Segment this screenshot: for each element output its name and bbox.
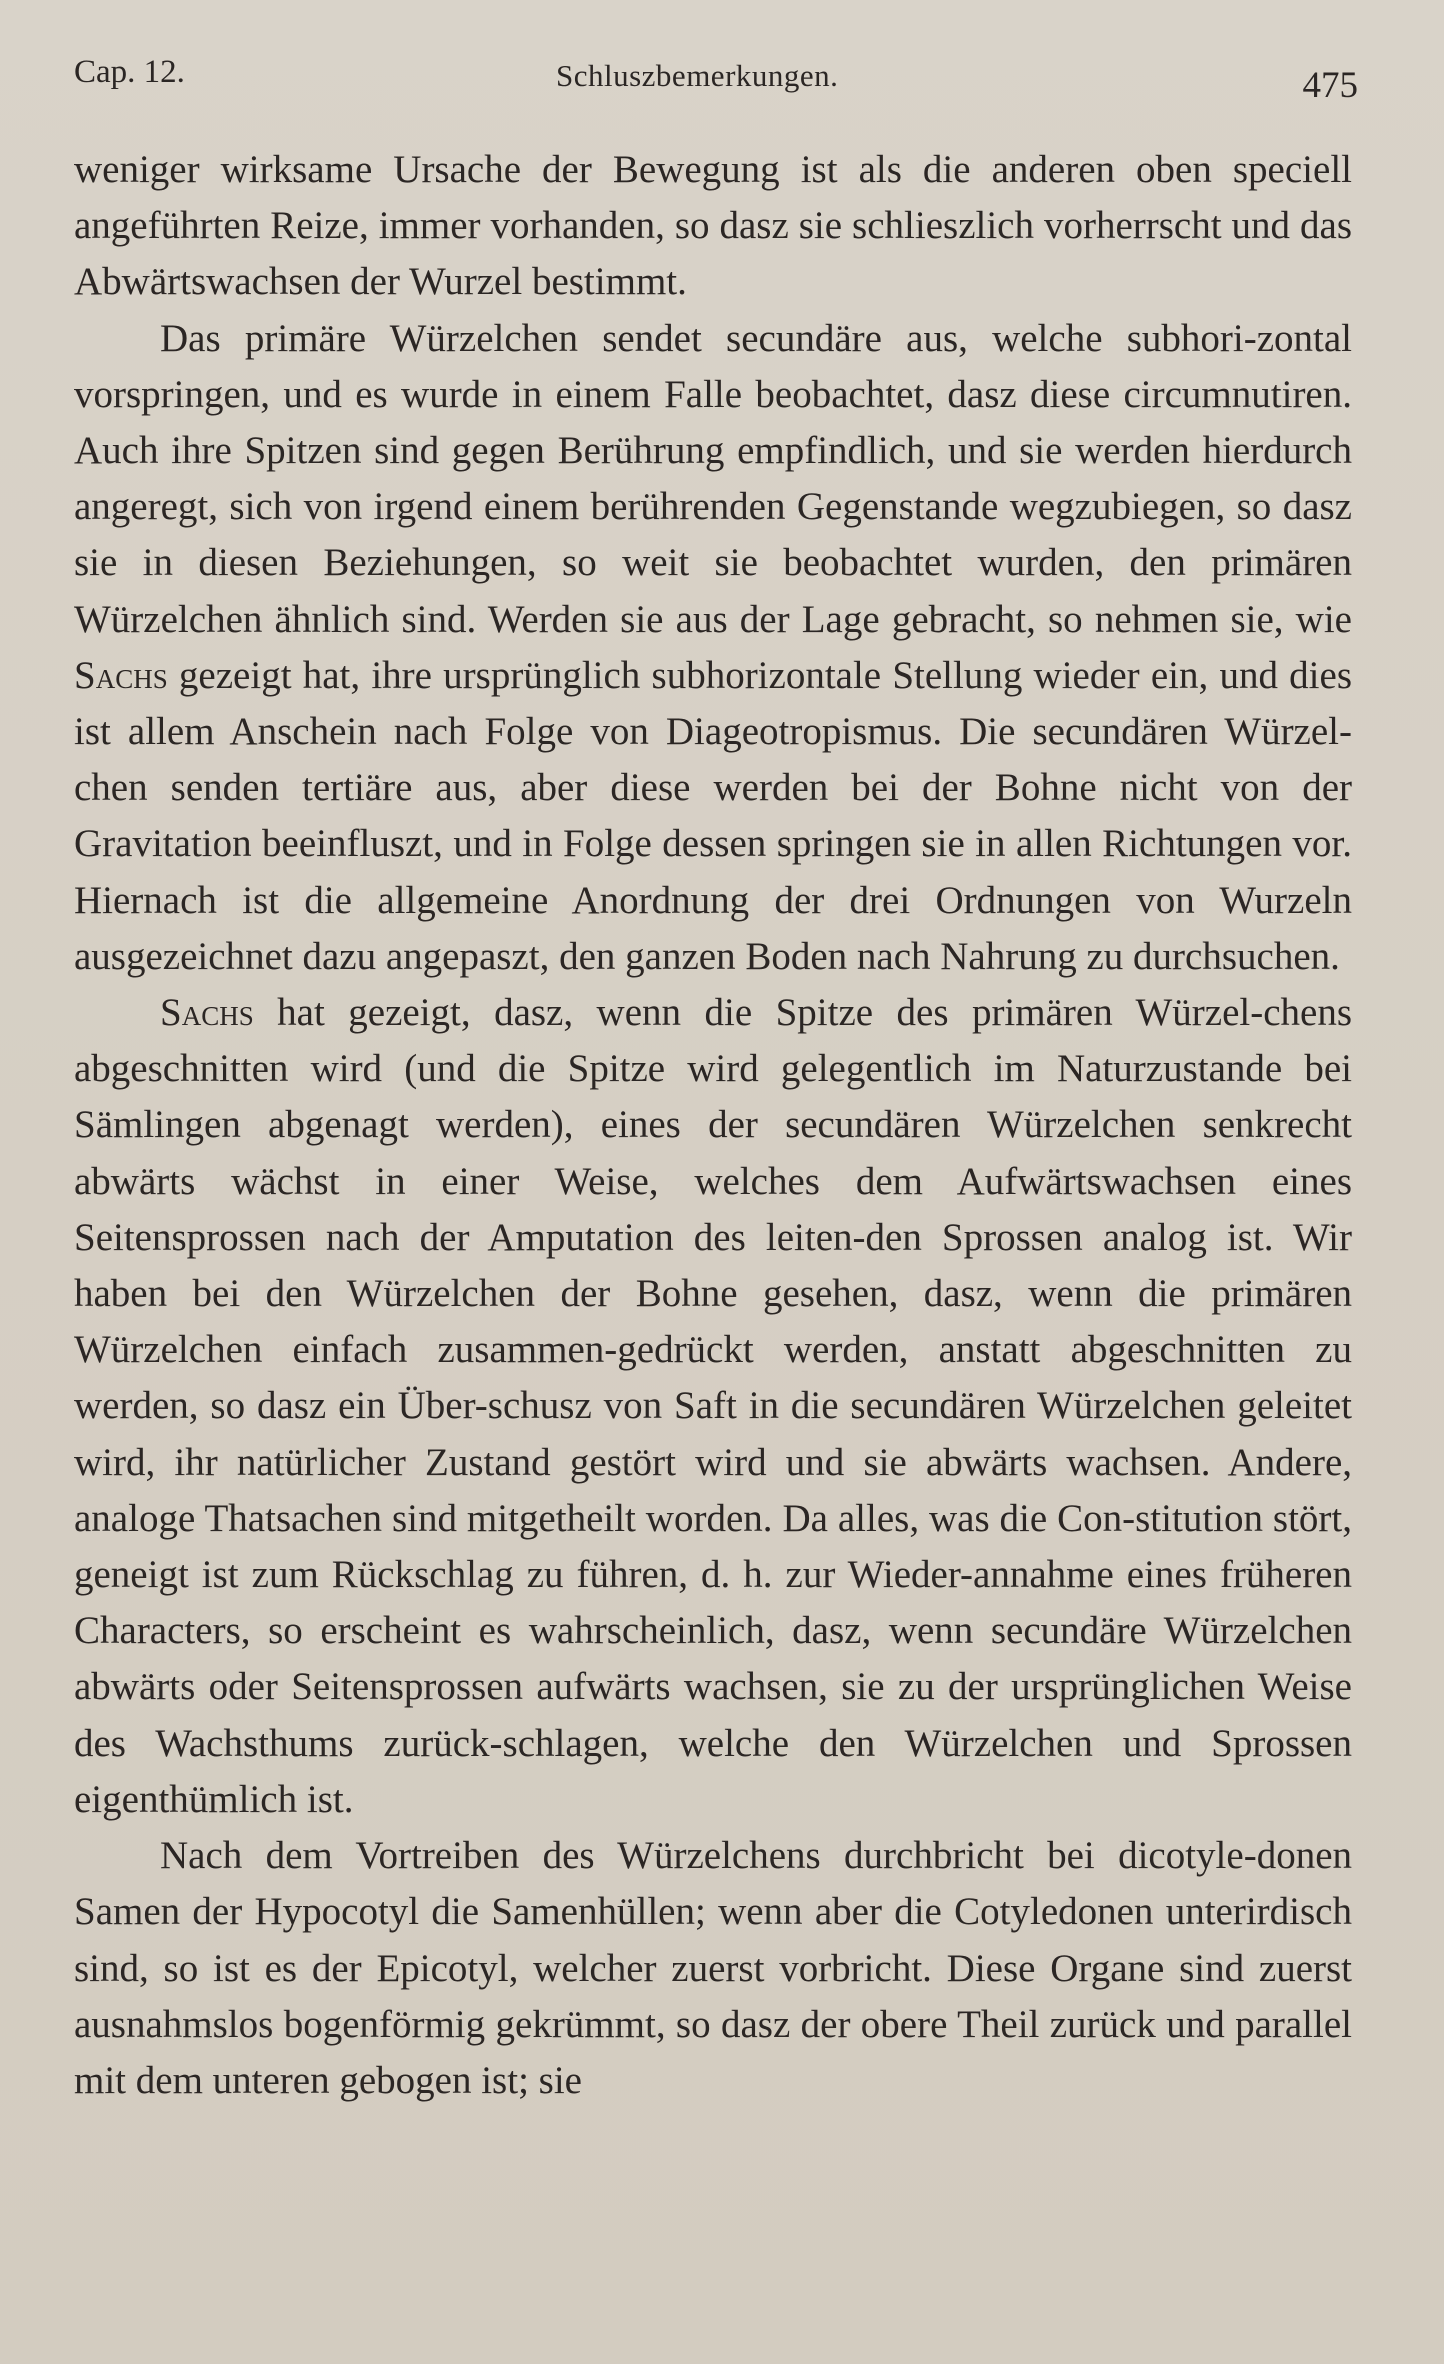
running-title: Schluszbemerkungen.: [556, 58, 839, 93]
paragraph-text: hat gezeigt, dasz, wenn die Spitze des primären Würzel-chens abgeschnitten wird (und die Spitze wird gelegentlich im Naturzustande bei Sämlingen abgenagt werden), eines der secundären Würzelchen senkrecht abwärts wächst in einer Weise, welches dem Aufwärtswachsen eines Seitensprossen nach der Amputation des leiten-den Sprossen analog ist. Wir haben bei den Würzelchen der Bohne gesehen, dasz, wenn die primären Würzelchen einfach zusammen-gedrückt werden, anstatt abgeschnitten zu werden, so dasz ein Über-schusz von Saft in die secundären Würzelchen geleitet wird, ihr natürlicher Zustand gestört wird und sie abwärts wachsen. Andere, analoge Thatsachen sind mitgetheilt worden. Da alles, was die Con-stitution stört, geneigt ist zum Rückschlag zu führen, d. h. zur Wieder-annahme eines früheren Characters, so erscheint es wahrscheinlich, dasz, wenn secundäre Würzelchen abwärts oder Seitensprossen aufwärts wachsen, sie zu der ursprünglichen Weise des Wachsthums zurück-schlagen, welche den Würzelchen und Sprossen eigenthümlich ist.: [74, 991, 1352, 1821]
paragraph-4: [74, 1828, 1352, 2109]
author-name: Sachs: [74, 653, 168, 697]
running-header: [74, 46, 1358, 106]
page-number: 475: [1302, 65, 1358, 106]
chapter-label: Cap. 12.: [74, 54, 185, 90]
paragraph-1: [74, 142, 1352, 311]
author-name: Sachs: [160, 991, 254, 1035]
paragraph-text: weniger wirksame Ursache der Bewegung ist als die anderen oben speciell angeführten Reize, immer vorhanden, so dasz sie schlieszlich vorherrscht und das Abwärtswachsen der Wurzel bestimmt.: [74, 148, 1352, 304]
paragraph-text-part: gezeigt hat, ihre ursprünglich subhorizontale Stellung wieder ein, und dies ist allem Anschein nach Folge von Diageotropismus. Die secundären Würzel-chen senden tertiäre aus, aber diese werden bei der Bohne nicht von der Gravitation beeinfluszt, und in Folge dessen springen sie in allen Richtungen vor. Hiernach ist die allgemeine Anordnung der drei Ordnungen von Wurzeln ausgezeichnet dazu angepaszt, den ganzen Boden nach Nahrung zu durchsuchen.: [74, 653, 1352, 978]
paragraph-text: Nach dem Vortreiben des Würzelchens durchbricht bei dicotyle-donen Samen der Hypocotyl die Samenhüllen; wenn aber die Cotyledonen unterirdisch sind, so ist es der Epicotyl, welcher zuerst vorbricht. Diese Organe sind zuerst ausnahmslos bogenförmig gekrümmt, so dasz der obere Theil zurück und parallel mit dem unteren gebogen ist; sie: [74, 1834, 1352, 2102]
paragraph-text-part: Das primäre Würzelchen sendet secundäre aus, welche subhori-zontal vorspringen, und es wurde in einem Falle beobachtet, dasz diese circumnutiren. Auch ihre Spitzen sind gegen Berührung empfindlich, und sie werden hierdurch angeregt, sich von irgend einem berührenden Gegenstande wegzubiegen, so dasz sie in diesen Beziehungen, so weit sie beobachtet wurden, den primären Würzelchen ähnlich sind. Werden sie aus der Lage gebracht, so nehmen sie, wie: [74, 316, 1352, 641]
paragraph-2: [74, 311, 1352, 985]
paragraph-3: [74, 985, 1352, 1828]
body-text: [74, 142, 1352, 2109]
